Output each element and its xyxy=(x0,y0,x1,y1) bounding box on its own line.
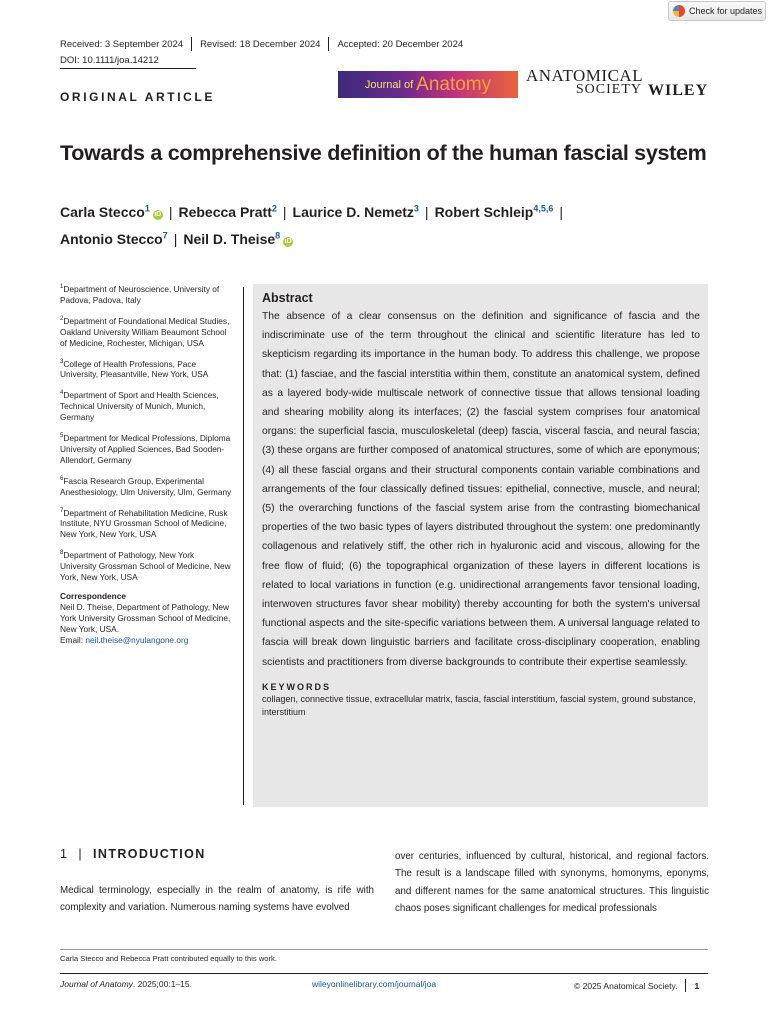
author[interactable]: Antonio Stecco$^7$ xyxy=(60,230,168,248)
article-dates xyxy=(60,37,463,51)
affiliations xyxy=(60,282,232,646)
keywords-heading: KEYWORDS xyxy=(262,681,332,692)
author[interactable]: Neil D. Theise$^8$iD xyxy=(183,230,292,248)
correspondence-heading: Correspondence xyxy=(60,591,126,602)
affiliation: $^3$College of Health Professions, Pace University, Pleasantville, New York, USA xyxy=(60,358,209,380)
article-type: ORIGINAL ARTICLE xyxy=(60,90,215,104)
header-rule xyxy=(60,68,196,69)
footer-right xyxy=(574,979,699,992)
revised-date: Revised: 18 December 2024 xyxy=(200,38,321,50)
article-title: Towards a comprehensive definition of the human fascial system xyxy=(60,141,707,165)
abstract-heading: Abstract xyxy=(262,291,313,305)
affiliation: $^2$Department of Foundational Medical Studies, Oakland University William Beaumont School of Medicine, Rochester, Michigan, USA xyxy=(60,315,230,348)
journal-prefix: Journal of xyxy=(364,78,414,91)
society-line2: SOCIETY xyxy=(575,82,642,97)
footer-rule xyxy=(60,973,708,974)
correspondence-email-row: Email: neil.theise@nyulangone.org xyxy=(60,635,189,646)
affiliation: $^4$Department of Sport and Health Sciences, Technical University of Munich, Munich, Germany xyxy=(60,390,219,423)
author[interactable]: Robert Schleip$^{4,5,6}$ xyxy=(434,203,554,220)
column-divider xyxy=(243,287,244,805)
society-line1: ANATOMICAL xyxy=(526,66,644,85)
affiliation: $^6$Fascia Research Group, Experimental Anesthesiology, Ulm University, Ulm, Germany xyxy=(60,475,232,497)
affiliation: $^5$Department for Medical Professions, Diploma University of Applied Sciences, Bad Sooden-Allendorf, Germany xyxy=(60,432,231,465)
divider xyxy=(328,37,329,51)
copyright: © 2025 Anatomical Society. xyxy=(574,980,678,991)
check-for-updates-button[interactable] xyxy=(668,1,766,21)
journal-logo xyxy=(338,71,518,98)
author[interactable]: Rebecca Pratt$^2$ xyxy=(178,203,277,220)
divider xyxy=(191,37,192,51)
section-heading: 1 | INTRODUCTION xyxy=(60,847,206,861)
email-link[interactable]: neil.theise@nyulangone.org xyxy=(85,635,189,646)
check-updates-label: Check for updates xyxy=(689,6,763,16)
author-list: Carla Stecco$^1$iD | Rebecca Pratt$^2$ | Laurice D. Nemetz$^3$ | Robert Schleip$^{4,5,6}$ | Antonio Stecco$^7$ | Neil D. Theise$^8$iD xyxy=(60,203,564,248)
page-number: 1 xyxy=(694,980,700,991)
affiliation: $^1$Department of Neuroscience, University of Padova, Padova, Italy xyxy=(60,283,220,305)
publisher-logo: WILEY xyxy=(648,82,709,99)
footnote: Carla Stecco and Rebecca Pratt contributed equally to this work. xyxy=(60,954,277,963)
affiliation: $^8$Department of Pathology, New York University Grossman School of Medicine, New York, New York, USA xyxy=(60,550,231,583)
correspondence-text: Neil D. Theise, Department of Pathology, New York University Grossman School of Medicine, New York, USA. xyxy=(60,602,231,635)
affiliation: $^7$Department of Rehabilitation Medicine, Rusk Institute, NYU Grossman School of Medicine, New York, New York, USA xyxy=(60,507,228,540)
footer-url-link[interactable]: wileyonlinelibrary.com/journal/joa xyxy=(312,979,437,989)
author[interactable]: Carla Stecco$^1$iD xyxy=(60,203,162,220)
body-text-right: over centuries, influenced by cultural, historical, and regional factors. The result is a landscape filled with synonyms, homonyms, eponyms, and different names for the same anatomical structures. This linguistic chaos poses significant challenges for medical professionals xyxy=(395,851,709,914)
abstract-text: The absence of a clear consensus on the definition and significance of fascia and the indiscriminate use of the term throughout the clinical and scientific literature has led to skepticism regarding its importance in the human body. To address this challenge, we propose that: (1) fasciae, and the fascial interstitia within them, constitute an anatomical system, defined as a layered body-wide multiscale network of connective tissue that allows tensional loading and shearing mobility along its interfaces; (2) the fascial system comprises four anatomical organs: the superficial fascia, musculoskeletal (deep) fascia, visceral fascia, and neural fascia; (3) these organs are further composed of anatomical structures, some of which are eponymous; (4) all these fascial organs and their structural components contain variable combinations and arrangements of the four classically defined tissues: epithelial, connective, muscle, and neural; (5) the overarching functions of the fascial system arise from the contrasting biomechanical properties of the two basic types of layers distributed throughout the system: one predominantly collagenous and relatively stiff, the other rich in hyaluronic acid and viscous, allowing for the free flow of fluid; (6) the topographical organization of these layers in different locations is related to local variations in function (e.g. unidirectional arrangements favor tensional loading, interwoven structures favor shear mobility) thereby accounting for both the system's universal functional aspects and the site-specific variations between them. A universal language related to fascia will break down linguistic barriers and facilitate cross-disciplinary cooperation, enabling scientists and practitioners from diverse backgrounds to contribute their expertise seamlessly. xyxy=(262,311,700,668)
section-number: 1 xyxy=(60,847,69,861)
orcid-icon[interactable]: iD xyxy=(284,238,292,246)
author[interactable]: Laurice D. Nemetz$^3$ xyxy=(292,203,419,220)
footer-volume: . 2025;00:1–15. xyxy=(132,979,193,989)
footnote-rule xyxy=(60,949,708,950)
journal-name: Anatomy xyxy=(416,73,492,95)
orcid-icon[interactable]: iD xyxy=(154,210,162,218)
doi: DOI: 10.1111/joa.14212 xyxy=(60,55,159,66)
check-updates-icon xyxy=(673,5,685,17)
abstract-box xyxy=(253,284,708,807)
body-text-left: Medical terminology, especially in the realm of anatomy, is rife with complexity and variation. Numerous naming systems have evolved xyxy=(60,885,374,913)
society-logo xyxy=(526,66,644,97)
section-title: INTRODUCTION xyxy=(93,847,206,861)
footer-citation xyxy=(60,979,192,989)
divider xyxy=(685,979,686,992)
received-date: Received: 3 September 2024 xyxy=(60,38,184,50)
accepted-date: Accepted: 20 December 2024 xyxy=(337,38,464,50)
footer-journal: Journal of Anatomy xyxy=(60,979,133,989)
keywords-text: collagen, connective tissue, extracellular matrix, fascia, fascial interstitium, fascial system, ground substance, interstitium xyxy=(262,693,696,717)
